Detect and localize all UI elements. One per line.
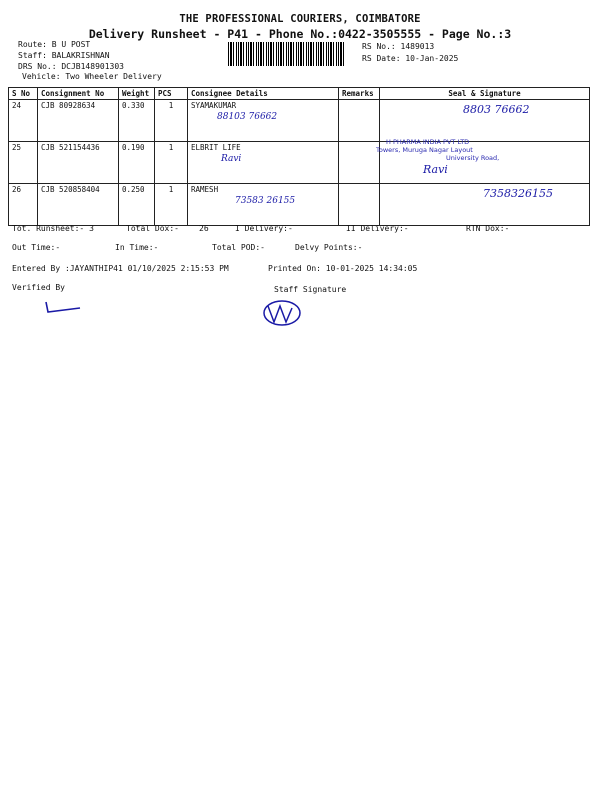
verified-by-label: Verified By [12, 283, 65, 292]
handwritten-note: Ravi [221, 154, 242, 164]
table-row [9, 142, 590, 184]
row-consignee [188, 142, 339, 184]
vehicle-label: Vehicle: Two Wheeler Delivery [22, 72, 162, 81]
row-remarks [339, 184, 380, 226]
rtn-dox-label: RTN Dox:- [466, 224, 510, 233]
handwritten-note: 73583 26155 [235, 196, 296, 206]
row-sno: 26 [9, 184, 38, 226]
staff-signature-icon [258, 296, 310, 330]
total-dox-label: Total Dox:- [126, 224, 179, 233]
row-consignment: CJB 521154436 [38, 142, 119, 184]
col-consignment: Consignment No [38, 88, 119, 100]
row-consignee [188, 100, 339, 142]
drs-number: DRS No.: DCJB148901303 [18, 62, 124, 71]
table-row [9, 184, 590, 226]
company-title: THE PROFESSIONAL COURIERS, COIMBATORE [179, 13, 421, 25]
ii-delivery-label: II Delivery:- [346, 224, 409, 233]
row-weight: 0.250 [119, 184, 155, 226]
row-weight: 0.190 [119, 142, 155, 184]
row-consignee [188, 184, 339, 226]
row-signature [380, 184, 590, 226]
handwritten-signature: 8803 76662 [463, 103, 530, 116]
rs-number: RS No.: 1489013 [362, 42, 435, 51]
row-signature [380, 100, 590, 142]
runsheet-subtitle: Delivery Runsheet - P41 - Phone No.:0422-3505555 - Page No.:3 [88, 27, 512, 41]
row-consignment: CJB 520858404 [38, 184, 119, 226]
rs-date: RS Date: 10-Jan-2025 [362, 54, 459, 63]
col-consignee: Consignee Details [188, 88, 339, 100]
row-pcs: 1 [155, 142, 188, 184]
table-header [9, 88, 590, 100]
table-row [9, 100, 590, 142]
handwritten-signature: Ravi [423, 163, 448, 176]
row-pcs: 1 [155, 184, 188, 226]
runsheet-table [8, 87, 590, 226]
route-label: Route: B U POST [18, 40, 91, 49]
stamp-line: H PHARMA INDIA PVT LTD [386, 138, 470, 146]
staff-label: Staff: BALAKRISHNAN [18, 51, 110, 60]
printed-on: Printed On: 10-01-2025 14:34:05 [268, 264, 418, 273]
consignee-name: ELBRIT LIFE [191, 143, 241, 152]
total-pod-label: Total POD:- [212, 243, 265, 252]
col-seal: Seal & Signature [380, 88, 590, 100]
barcode [228, 42, 345, 66]
row-sno: 25 [9, 142, 38, 184]
handwritten-signature: 7358326155 [483, 187, 553, 200]
row-weight: 0.330 [119, 100, 155, 142]
col-pcs: PCS [155, 88, 188, 100]
company-stamp [346, 138, 499, 162]
col-weight: Weight [119, 88, 155, 100]
row-sno: 24 [9, 100, 38, 142]
col-remarks: Remarks [339, 88, 380, 100]
col-sno: S No [9, 88, 38, 100]
stamp-line: Towers, Muruga Nagar Layout [376, 146, 473, 154]
row-pcs: 1 [155, 100, 188, 142]
total-dox-value: 26 [199, 224, 209, 233]
tot-runsheet: Tot. Runsheet:- 3 [12, 224, 94, 233]
stamp-line: University Road, [446, 154, 500, 162]
handwritten-note: 88103 76662 [217, 112, 278, 122]
staff-signature-label: Staff Signature [274, 285, 347, 294]
consignee-name: SYAMAKUMAR [191, 101, 237, 110]
i-delivery-label: I Delivery:- [235, 224, 293, 233]
verified-tick-icon [40, 298, 90, 318]
row-consignment: CJB 80928634 [38, 100, 119, 142]
entered-by: Entered By :JAYANTHIP41 01/10/2025 2:15:53 PM [12, 264, 229, 273]
consignee-name: RAMESH [191, 185, 219, 194]
delvy-points-label: Delvy Points:- [295, 243, 363, 252]
out-time-label: Out Time:- [12, 243, 61, 252]
row-remarks [339, 100, 380, 142]
in-time-label: In Time:- [115, 243, 159, 252]
